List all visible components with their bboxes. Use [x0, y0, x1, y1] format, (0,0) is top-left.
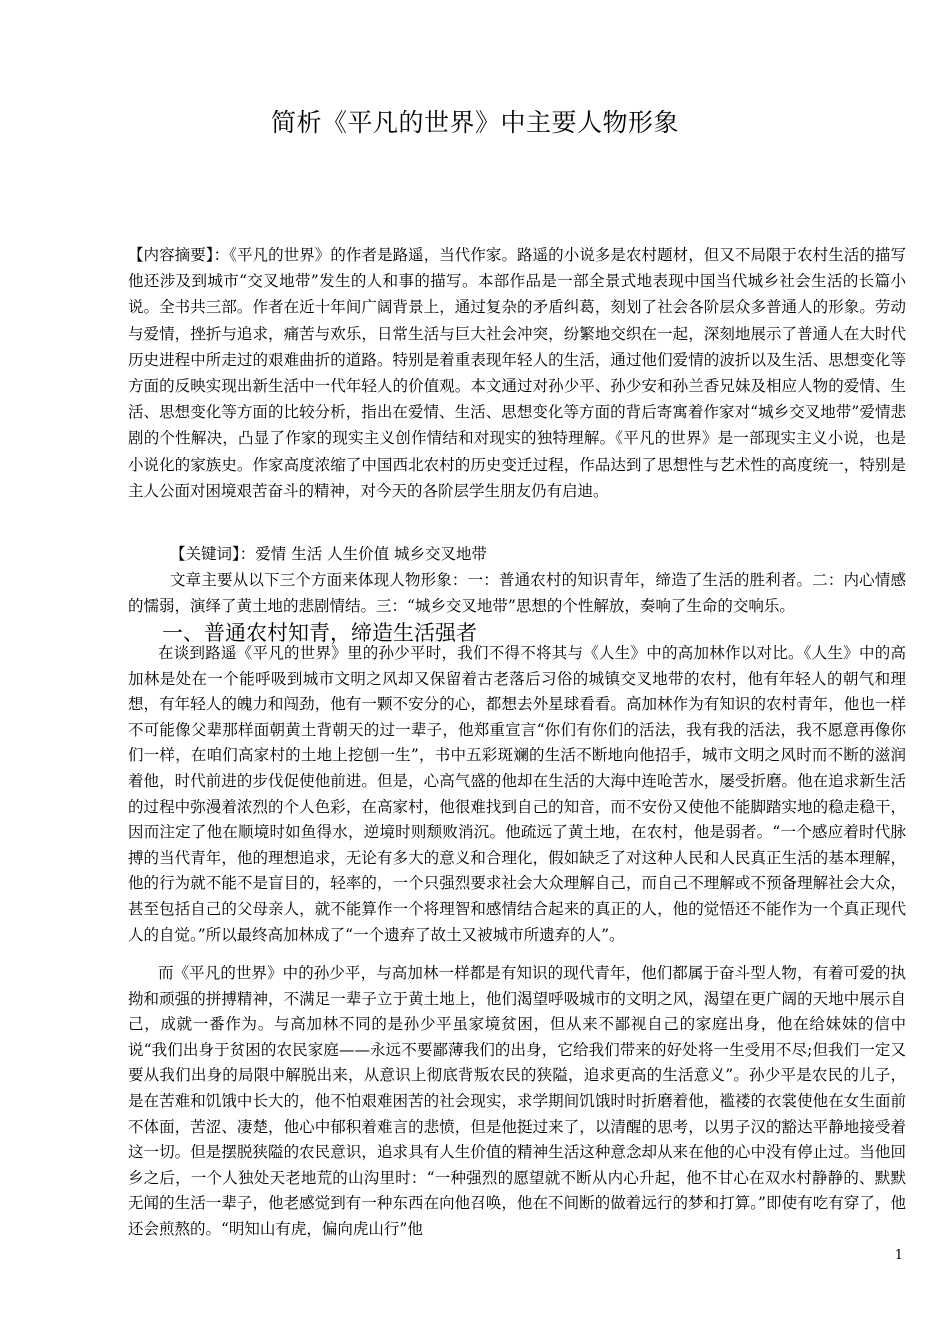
intro-paragraph: 文章主要从以下三个方面来体现人物形象：一：普通农村的知识青年，缔造了生活的胜利者。二：内心情感的懦弱，演绎了黄土地的悲剧情结。三：“城乡交叉地带”思想的个性解放，奏响了生命的交响乐。	[128, 571, 906, 615]
section-heading: 一、普通农村知青，缔造生活强者	[162, 621, 477, 645]
body-paragraph-1: 在谈到路遥《平凡的世界》里的孙少平时，我们不得不将其与《人生》中的高加林作以对比。《人生》中的高加林是处在一个能呼吸到城市文明之风却又保留着古老落后习俗的城镇交叉地带的农村，他有年轻人的朝气和理想，有年轻人的魄力和闯劲，他有一颗不安分的心，都想去外星球看看。高加林作为有知识的农村青年，他也一样不可能像父辈那样面朝黄土背朝天的过一辈子，他郑重宣言“你们有你们的活法，我有我的活法，我不愿意再像你们一样，在咱们高家村的土地上挖刨一生”，书中五彩斑斓的生活不断地向他招手，城市文明之风时而不断的滋润着他，时代前进的步伐促使他前进。但是，心高气盛的他却在生活的大海中连呛苦水，屡受折磨。他在追求新生活的过程中弥漫着浓烈的个人色彩，在高家村，他很难找到自己的知音，而不安份又使他不能脚踏实地的稳走稳干，因而注定了他在顺境时如鱼得水，逆境时则颓败消沉。他疏远了黄土地，在农村，他是弱者。“一个感应着时代脉搏的当代青年，他的理想追求，无论有多大的意义和合理化，假如缺乏了对这种人民和人民真正生活的基本理解，他的行为就不能不是盲目的，轻率的，一个只强烈要求社会大众理解自己，而自己不理解或不预备理解社会大众，甚至包括自己的父母亲人，就不能算作一个将理智和感情结合起来的真正的人，他的觉悟还不能作为一个真正现代人的自觉。”所以最终高加林成了“一个遗弃了故土又被城市所遗弃的人”。	[128, 644, 906, 944]
keywords-line	[170, 541, 906, 567]
page-number: 1	[894, 1248, 903, 1263]
page-title: 简析《平凡的世界》中主要人物形象	[270, 108, 679, 137]
abstract-paragraph	[128, 242, 906, 504]
body-paragraph-2: 而《平凡的世界》中的孙少平，与高加林一样都是有知识的现代青年，他们都属于奋斗型人物，有着可爱的执拗和顽强的拼搏精神，不满足一辈子立于黄土地上，他们渴望呼吸城市的文明之风，渴望在更广阔的天地中展示自己，成就一番作为。与高加林不同的是孙少平虽家境贫困，但从来不鄙视自己的家庭出身，他在给妹妹的信中说“我们出身于贫困的农民家庭——永远不要鄙薄我们的出身，它给我们带来的好处将一生受用不尽;但我们一定又要从我们出身的局限中解脱出来，从意识上彻底背叛农民的狭隘，追求更高的生活意义”。孙少平是农民的儿子，是在苦难和饥饿中长大的，他不怕艰难困苦的社会现实，求学期间饥饿时时折磨着他，褴褛的衣裳使他在女生面前不体面，苦涩、凄楚，他心中郁积着难言的悲愤，但是他挺过来了，以清醒的思考，以男子汉的豁达平静地接受着这一切。但是摆脱狭隘的农民意识，追求具有人生价值的精神生活这种意念却从来在他的心中没有停止过。当他回乡之后，一个人独处天老地荒的山沟里时：“一种强烈的愿望就不断从内心升起，他不甘心在双水村静静的、默默无闻的生活一辈子，他老感觉到有一种东西在向他召唤，他在不间断的做着远行的梦和打算。”即使有吃有穿了，他还会煎熬的。“明知山有虎，偏向虎山行”他	[128, 964, 906, 1238]
abstract-text: ：《平凡的世界》的作者是路遥，当代作家。路遥的小说多是农村题材，但又不局限于农村生活的描写他还涉及到城市“交叉地带”发生的人和事的描写。本部作品是一部全景式地表现中国当代城乡社会生活的长篇小说。全书共三部。作者在近十年间广阔背景上，通过复杂的矛盾纠葛，刻划了社会各阶层众多普通人的形象。劳动与爱情，挫折与追求，痛苦与欢乐，日常生活与巨大社会冲突，纷繁地交织在一起，深刻地展示了普通人在大时代历史进程中所走过的艰难曲折的道路。特别是着重表现年轻人的生活，通过他们爱情的波折以及生活、思想变化等方面的反映实现出新生活中一代年轻人的价值观。本文通过对孙少平、孙少安和孙兰香兄妹及相应人物的爱情、生活、思想变化等方面的比较分析，指出在爱情、生活、思想变化等方面的背后寄寓着作家对“城乡交叉地带”爱情悲剧的个性解决，凸显了作家的现实主义创作情结和对现实的独特理解。《平凡的世界》是一部现实主义小说，也是小说化的家族史。作家高度浓缩了中国西北农村的历史变迁过程，作品达到了思想性与艺术性的高度统一，特别是主人公面对困境艰苦奋斗的精神，对今天的各阶层学生朋友仍有启迪。	[128, 246, 906, 500]
keywords-text: ：爱情 生活 人生价值 城乡交叉地带	[239, 545, 488, 563]
keywords-label: 【关键词】	[170, 545, 240, 563]
abstract-label: 【内容摘要】	[128, 246, 214, 264]
